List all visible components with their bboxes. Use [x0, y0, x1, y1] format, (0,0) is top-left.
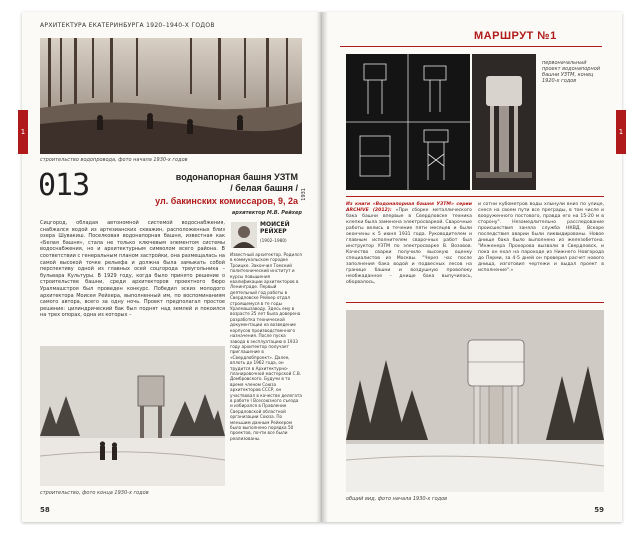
right-page [322, 12, 622, 522]
title-year: 1931 [301, 188, 307, 201]
bottom-photo-white-tower [346, 310, 604, 492]
title-line-1: водонапорная башня УЗТМ [175, 172, 298, 182]
right-chapter-tab [616, 110, 626, 154]
bio-name: МОИСЕЙ РЕЙХЕР [260, 221, 290, 235]
main-text: Сицгород, обладая автономной системой водоснабжения, снабжался водой из артезианских скважин, расположенных близ озера Шувакиш. Поселковая водонапорная башня, известная как «Белая башня», стала не только ключевым элементом системы водоснабжения, но и архитектурным символом всего района. В соответствии с генеральным планом застройки, она размещалась на самой высокой точке рельефа и должна была замыкать собой перспективу одной из главных осей соцгорода треугольника – бульвара Культуры. В 1929 году, когда было принято решение о строительстве башни, среди архитекторов проектного бюро Уралмашстроя был проведен конкурс. Победил эскиз молодого архитектора Моисея Рейхера, выполненный им, по воспоминаниям самого автора, всего за одну ночь. Проект предполагал простое решение: цилиндрический бак был поднят над землей и покоился на трех опорах, одна из которых – [40, 220, 225, 319]
left-tab-number: 1 [20, 128, 26, 136]
right-folio: 59 [594, 506, 604, 514]
entry-number: 013 [38, 168, 90, 203]
left-page [22, 12, 322, 522]
quote-col1-text: «При сборке металлического бака башни впервые в Свердловске техника клепки была заменена электросваркой. Сварочные работы велись в течение пяти месяцев и были окончены к 5 июня 1931 года. Руководителем и главным исполнителем сварочных работ был инструктор УЗТМ по электросварке В. Возовов. Качество сварки получило высокую оценку специалистов из Москвы. "Через час после заполнения бака водой и подвесных лесов на границе башни и воздушную проволоку необжаданное – днище бака выпучилось, оборвалось, [346, 208, 472, 285]
bottom-photo-snow-tower [40, 346, 225, 486]
quote-source: Из книги «Водонапорная башня УЗТМ» серии ARCHIVE (2012): [346, 202, 472, 213]
right-tab-number: 1 [618, 128, 624, 136]
bio-text: Известный архитектор. Родился в коммунальском городке Троицке. Закончил Томский политехнический институт и курсы повышения квалификации архитекторов в Ленинграде. Первый деятельный год работы в Свердловске Рейхер отдал строящемуся в те годы Уралмашзаводу. Здесь ему в возрасте 25 лет была доверена разработка технической документации на возведение корпусов производственного назначения. После пуска завода в эксплуатацию в 1933 году архитектор получает приглашение в «Свердлобпроект». Далее, вплоть до 1962 года, он трудится в Архитектурно-планировочной мастерской С.В. Домбровского. Будучи в то время членом Союза архитекторов СССР, он участвовал в качестве делегата в работе I Всесоюзного съезда и избирался в Правление Свердловской областной организации Союза. По меньшим данным Рейхером было выполнено порядка 50 проектов, почти все были реализованы. [230, 252, 302, 441]
left-folio: 58 [40, 506, 50, 514]
route-label: МАРШРУТ №1 [474, 30, 557, 42]
drawing-caption: первоначальный проект водонапорной башни УЗТМ, конец 1920-х годов [542, 60, 601, 84]
quote-rule-top [346, 196, 604, 197]
architect-line: архитектор М.В. Рейхер [231, 210, 302, 216]
spine-shadow [316, 12, 328, 522]
top-photo-forest-workers [40, 38, 302, 154]
entry-address: ул. бакинских комиссаров, 9, 2а [155, 196, 298, 206]
route-rule [340, 46, 602, 47]
top-photo-caption: строительство водопровода, фото начала 1930-х годов [40, 157, 188, 163]
quote-rule-bottom [346, 302, 604, 303]
quote-column-1 [346, 202, 472, 286]
quote-column-2: и сотни кубометров воды хлынули вниз по улице, снеся на своем пути все преграды, в том числе и вооруженного постового, правда его на 15-20 м в сторону". Незамедлительно расследование происшествия заняла служба НКВД. Вскоре последствия аварии были ликвидированы. Новое днище бака было выполнено из железобетона. "Инженера Прохорова вызвали в Свердловск, и пока он ехал на пароходе из Нижнего Новгорода до Перми, за 4-5 дней он проверил расчет нового днища, изготовил чертежи и выдал проект в исполнение".» [478, 202, 604, 273]
book-spread [22, 12, 622, 532]
left-chapter-tab [18, 110, 28, 154]
tower-model-photo [472, 54, 536, 190]
title-line-2: / белая башня / [230, 183, 298, 193]
blueprint-drawings [346, 54, 470, 190]
right-bottom-photo-caption: общий вид, фото начала 1930-х годов [346, 496, 448, 502]
architect-portrait [231, 222, 257, 248]
bottom-photo-caption: строительство, фото конца 1930-х годов [40, 490, 149, 496]
running-head: АРХИТЕКТУРА ЕКАТЕРИНБУРГА 1920–1940-Х ГОДОВ [40, 22, 215, 29]
entry-title [112, 172, 298, 194]
bio-years: (1902–1980) [260, 238, 287, 243]
